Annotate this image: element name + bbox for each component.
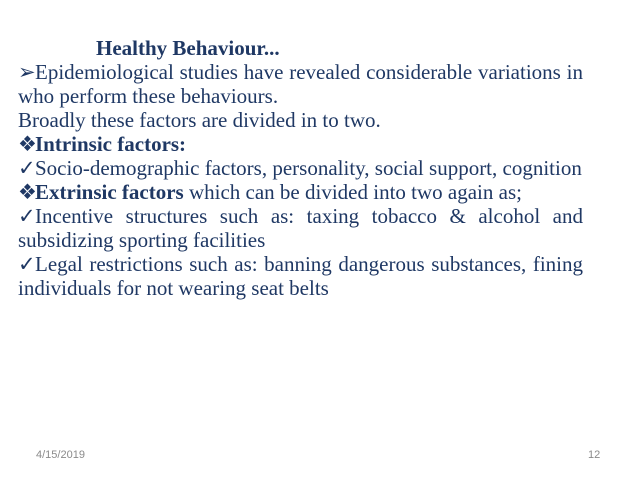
paragraph-text: Legal restrictions such as: banning dangerous substances, fining individuals for not wearing seat belts	[18, 252, 583, 300]
paragraph-legal-restrictions	[18, 252, 583, 300]
paragraph-incentive-structures	[18, 204, 583, 252]
footer-date: 4/15/2019	[36, 449, 85, 461]
check-bullet-icon: ✓	[18, 252, 36, 276]
paragraph-socio-demographic	[18, 156, 583, 180]
arrow-bullet-icon: ➢	[18, 60, 36, 84]
footer-page-number: 12	[588, 449, 601, 461]
diamond-bullet-icon: ❖	[18, 132, 37, 156]
paragraph-text: Socio-demographic factors, personality, social support, cognition	[35, 156, 582, 180]
paragraph-text: which can be divided into two again as;	[183, 180, 522, 204]
paragraph-broadly	[18, 108, 583, 132]
paragraph-text: Epidemiological studies have revealed considerable variations in who perform these behaviours.	[18, 60, 583, 108]
diamond-bullet-icon: ❖	[18, 180, 37, 204]
paragraph-text: Broadly these factors are divided in to two.	[18, 108, 381, 132]
paragraph-epidemiological	[18, 60, 583, 108]
intrinsic-factors-label: Intrinsic factors:	[35, 132, 187, 156]
slide-title: Healthy Behaviour...	[96, 36, 280, 60]
slide-content	[18, 36, 583, 300]
paragraph-intrinsic-heading	[18, 132, 583, 156]
extrinsic-factors-label: Extrinsic factors	[35, 180, 184, 204]
paragraph-extrinsic	[18, 180, 583, 204]
check-bullet-icon: ✓	[18, 204, 36, 228]
check-bullet-icon: ✓	[18, 156, 36, 180]
paragraph-text: Incentive structures such as: taxing tobacco & alcohol and subsidizing sporting facilities	[18, 204, 583, 252]
